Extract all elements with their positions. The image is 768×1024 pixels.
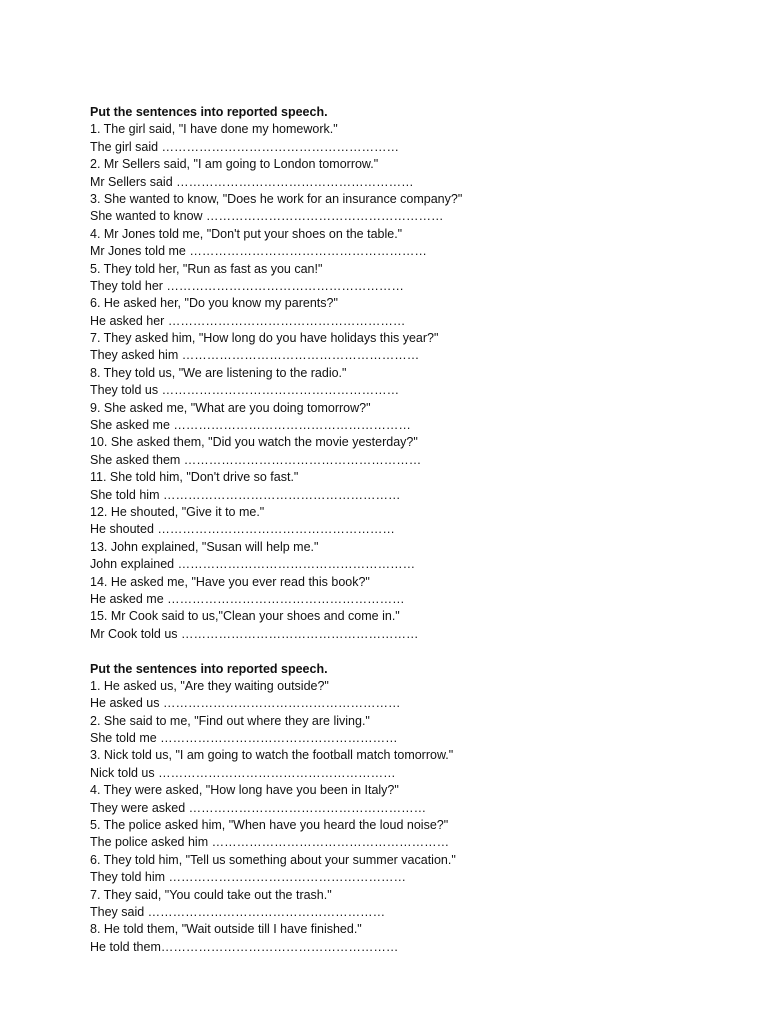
item-prompt: 10. She asked them, "Did you watch the movie yesterday?" — [90, 435, 418, 450]
exercise-item — [90, 295, 730, 330]
item-prompt: 7. They asked him, "How long do you have holidays this year?" — [90, 331, 439, 346]
exercise-item — [90, 852, 730, 887]
item-prompt: 4. Mr Jones told me, "Don't put your shoes on the table." — [90, 226, 403, 241]
exercise-item — [90, 121, 730, 156]
item-answer-line: Mr Sellers said ………………………………………………… — [90, 174, 414, 189]
exercise-item — [90, 921, 730, 956]
item-prompt: 14. He asked me, "Have you ever read this book?" — [90, 574, 370, 589]
item-answer-line: She asked me ………………………………………………… — [90, 418, 411, 433]
item-answer-line: She told him ………………………………………………… — [90, 487, 401, 502]
exercise-item — [90, 782, 730, 817]
section-1-title: Put the sentences into reported speech. — [90, 105, 328, 119]
item-prompt: 11. She told him, "Don't drive so fast." — [90, 470, 299, 485]
exercise-item — [90, 574, 730, 609]
item-answer-line: They told him ………………………………………………… — [90, 870, 407, 885]
exercise-item — [90, 539, 730, 574]
item-answer-line: He asked us ………………………………………………… — [90, 696, 401, 711]
item-prompt: 7. They said, "You could take out the trash." — [90, 887, 332, 902]
item-answer-line: John explained ………………………………………………… — [90, 557, 416, 572]
exercise-item — [90, 713, 730, 748]
item-answer-line: He asked me ………………………………………………… — [90, 591, 405, 606]
item-prompt: 5. They told her, "Run as fast as you can!" — [90, 261, 323, 276]
item-answer-line: Mr Cook told us ………………………………………………… — [90, 626, 419, 641]
item-answer-line: She asked them ………………………………………………… — [90, 452, 422, 467]
exercise-item — [90, 226, 730, 261]
item-answer-line: They asked him ………………………………………………… — [90, 348, 420, 363]
exercise-item — [90, 608, 730, 643]
item-prompt: 13. John explained, "Susan will help me." — [90, 539, 319, 554]
item-answer-line: They told us ………………………………………………… — [90, 383, 400, 398]
item-answer-line: He asked her ………………………………………………… — [90, 313, 406, 328]
item-prompt: 2. She said to me, "Find out where they are living." — [90, 713, 370, 728]
item-prompt: 8. They told us, "We are listening to the radio." — [90, 365, 347, 380]
section-2 — [90, 661, 730, 957]
exercise-item — [90, 747, 730, 782]
item-answer-line: She wanted to know ………………………………………………… — [90, 209, 444, 224]
exercise-item — [90, 434, 730, 469]
item-answer-line: Nick told us ………………………………………………… — [90, 765, 396, 780]
section-spacer — [90, 643, 730, 660]
exercise-item — [90, 156, 730, 191]
item-prompt: 15. Mr Cook said to us,"Clean your shoes and come in." — [90, 609, 400, 624]
exercise-item — [90, 365, 730, 400]
exercise-item — [90, 817, 730, 852]
item-answer-line: They were asked ………………………………………………… — [90, 800, 427, 815]
item-prompt: 1. He asked us, "Are they waiting outside?" — [90, 678, 329, 693]
exercise-item — [90, 469, 730, 504]
item-prompt: 1. The girl said, "I have done my homework." — [90, 122, 338, 137]
item-answer-line: The police asked him ………………………………………………… — [90, 835, 450, 850]
item-prompt: 9. She asked me, "What are you doing tomorrow?" — [90, 400, 371, 415]
item-answer-line: They told her ………………………………………………… — [90, 278, 404, 293]
item-prompt: 3. She wanted to know, "Does he work for an insurance company?" — [90, 191, 463, 206]
item-prompt: 12. He shouted, "Give it to me." — [90, 504, 265, 519]
exercise-item — [90, 191, 730, 226]
item-prompt: 6. They told him, "Tell us something about your summer vacation." — [90, 852, 456, 867]
exercise-item — [90, 330, 730, 365]
item-prompt: 5. The police asked him, "When have you heard the loud noise?" — [90, 818, 449, 833]
item-answer-line: Mr Jones told me ………………………………………………… — [90, 244, 427, 259]
item-prompt: 8. He told them, "Wait outside till I have finished." — [90, 922, 362, 937]
exercise-item — [90, 887, 730, 922]
worksheet — [90, 104, 730, 956]
exercise-item — [90, 261, 730, 296]
item-prompt: 4. They were asked, "How long have you been in Italy?" — [90, 783, 399, 798]
item-answer-line: They said ………………………………………………… — [90, 904, 386, 919]
item-prompt: 3. Nick told us, "I am going to watch the football match tomorrow." — [90, 748, 454, 763]
section-2-title: Put the sentences into reported speech. — [90, 661, 328, 676]
item-answer-line: He told them………………………………………………… — [90, 939, 399, 954]
section-1 — [90, 104, 730, 643]
exercise-item — [90, 400, 730, 435]
item-answer-line: He shouted ………………………………………………… — [90, 522, 395, 537]
exercise-item — [90, 504, 730, 539]
exercise-item — [90, 678, 730, 713]
item-prompt: 2. Mr Sellers said, "I am going to London tomorrow." — [90, 157, 379, 172]
item-answer-line: The girl said ………………………………………………… — [90, 139, 400, 154]
item-prompt: 6. He asked her, "Do you know my parents?" — [90, 296, 338, 311]
item-answer-line: She told me ………………………………………………… — [90, 731, 398, 746]
